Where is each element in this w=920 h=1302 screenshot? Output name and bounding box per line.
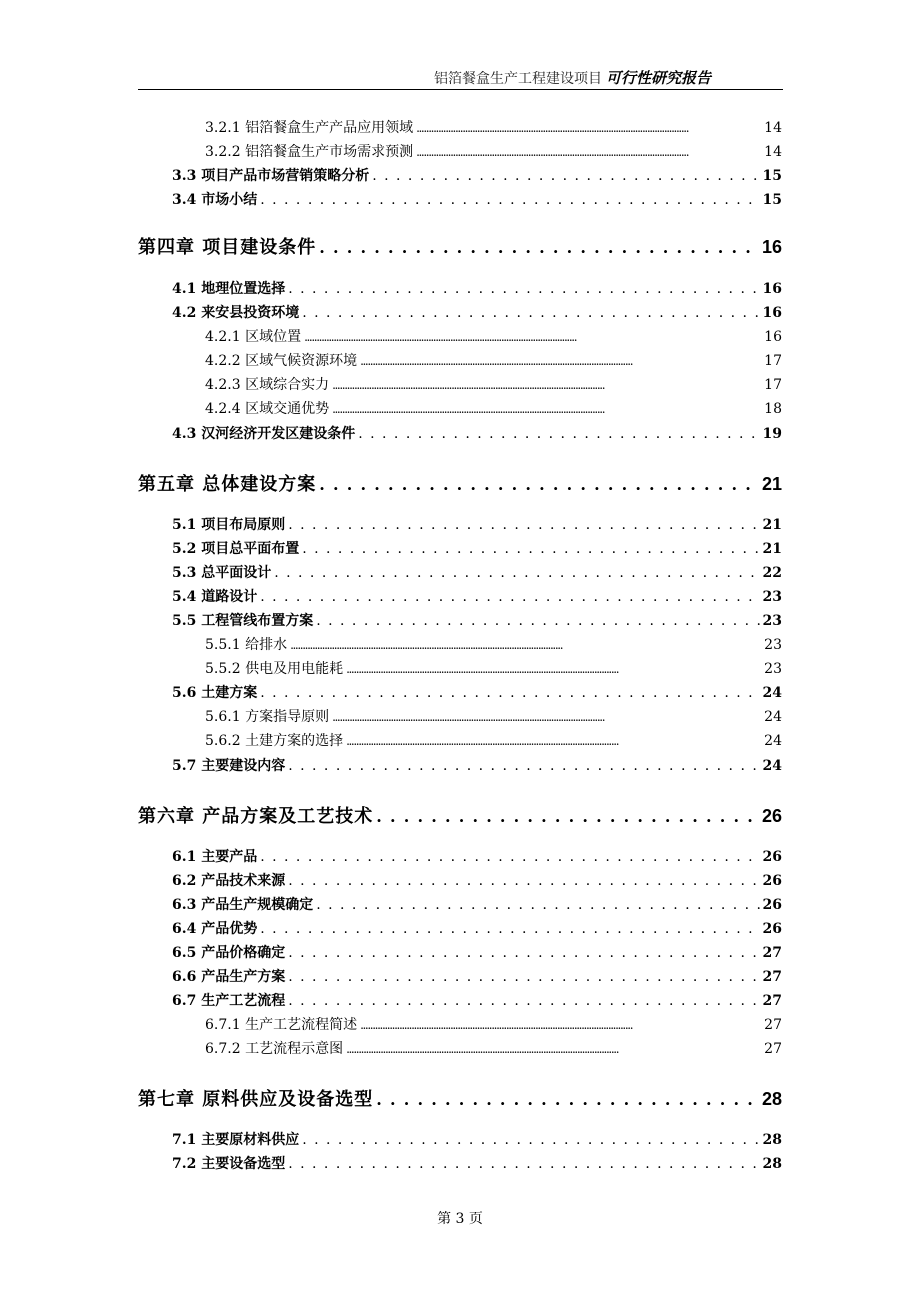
toc-subsection-entry[interactable] xyxy=(205,141,782,161)
toc-entry-page-number: 26 xyxy=(762,873,782,889)
toc-section-entry[interactable] xyxy=(172,189,782,209)
toc-entry-title: 第五章 总体建设方案 xyxy=(138,474,317,495)
toc-entry-page-number: 28 xyxy=(762,1156,782,1172)
toc-entry-page-number: 27 xyxy=(762,993,782,1009)
toc-dot-leader xyxy=(288,758,759,774)
toc-entry-title: 6.5 产品价格确定 xyxy=(172,945,286,961)
toc-entry-title: 4.2.2 区域气候资源环境 xyxy=(205,353,358,369)
toc-entry-page-number: 26 xyxy=(762,921,782,937)
page-header xyxy=(138,62,783,90)
toc-section-entry[interactable] xyxy=(172,846,782,866)
toc-dot-leader xyxy=(288,873,759,889)
toc-entry-page-number: 23 xyxy=(762,613,782,629)
toc-entry-title: 5.2 项目总平面布置 xyxy=(172,541,300,557)
toc-entry-title: 5.5.1 给排水 xyxy=(205,637,288,653)
toc-entry-title: 5.6.2 土建方案的选择 xyxy=(205,733,344,749)
toc-entry-title: 第六章 产品方案及工艺技术 xyxy=(138,806,374,827)
toc-dot-leader xyxy=(376,1090,759,1109)
toc-dot-leader xyxy=(288,969,759,985)
toc-entry-title: 5.3 总平面设计 xyxy=(172,565,272,581)
toc-entry-page-number: 21 xyxy=(762,517,782,533)
toc-dot-leader xyxy=(288,1156,759,1172)
page-number: 第 3 页 xyxy=(437,1211,483,1227)
header-report-type: 可行性研究报告 xyxy=(605,69,711,87)
toc-entry-title: 3.4 市场小结 xyxy=(172,192,258,208)
toc-entry-page-number: 14 xyxy=(764,120,782,136)
toc-entry-page-number: 28 xyxy=(762,1132,782,1148)
toc-entry-title: 4.2.1 区域位置 xyxy=(205,329,302,345)
toc-entry-page-number: 17 xyxy=(764,377,782,393)
toc-section-entry[interactable] xyxy=(172,514,782,534)
toc-dot-leader xyxy=(288,945,759,961)
toc-chapter-entry[interactable] xyxy=(138,802,782,828)
toc-entry-title: 4.3 汉河经济开发区建设条件 xyxy=(172,426,356,442)
header-divider xyxy=(138,89,783,90)
toc-subsection-entry[interactable] xyxy=(205,706,782,726)
toc-dot-leader xyxy=(304,330,761,344)
toc-entry-title: 6.7 生产工艺流程 xyxy=(172,993,286,1009)
toc-dot-leader xyxy=(288,993,759,1009)
toc-section-entry[interactable] xyxy=(172,586,782,606)
toc-entry-title: 5.5.2 供电及用电能耗 xyxy=(205,661,344,677)
toc-section-entry[interactable] xyxy=(172,870,782,890)
toc-dot-leader xyxy=(346,734,761,748)
toc-subsection-entry[interactable] xyxy=(205,730,782,750)
toc-section-entry[interactable] xyxy=(172,918,782,938)
toc-entry-page-number: 28 xyxy=(761,1089,782,1109)
toc-section-entry[interactable] xyxy=(172,423,782,443)
toc-entry-title: 5.6.1 方案指导原则 xyxy=(205,709,330,725)
toc-entry-title: 6.1 主要产品 xyxy=(172,849,258,865)
toc-entry-page-number: 18 xyxy=(764,401,782,417)
toc-entry-title: 3.2.2 铝箔餐盒生产市场需求预测 xyxy=(205,144,414,160)
toc-entry-title: 7.1 主要原材料供应 xyxy=(172,1132,300,1148)
toc-section-entry[interactable] xyxy=(172,990,782,1010)
toc-dot-leader xyxy=(416,145,761,159)
toc-section-entry[interactable] xyxy=(172,966,782,986)
toc-entry-title: 6.2 产品技术来源 xyxy=(172,873,286,889)
toc-entry-title: 4.2.4 区域交通优势 xyxy=(205,401,330,417)
toc-dot-leader xyxy=(316,613,759,629)
toc-section-entry[interactable] xyxy=(172,942,782,962)
toc-dot-leader xyxy=(260,685,759,701)
toc-dot-leader xyxy=(302,305,759,321)
toc-entry-page-number: 15 xyxy=(762,192,782,208)
toc-entry-title: 6.7.2 工艺流程示意图 xyxy=(205,1041,344,1057)
toc-dot-leader xyxy=(288,517,759,533)
toc-subsection-entry[interactable] xyxy=(205,326,782,346)
toc-section-entry[interactable] xyxy=(172,894,782,914)
toc-entry-page-number: 27 xyxy=(762,945,782,961)
toc-dot-leader xyxy=(360,1018,761,1032)
toc-subsection-entry[interactable] xyxy=(205,117,782,137)
toc-entry-page-number: 14 xyxy=(764,144,782,160)
toc-dot-leader xyxy=(260,921,759,937)
toc-dot-leader xyxy=(260,192,759,208)
toc-dot-leader xyxy=(346,662,761,676)
toc-section-entry[interactable] xyxy=(172,538,782,558)
toc-dot-leader xyxy=(360,354,761,368)
toc-entry-title: 5.6 土建方案 xyxy=(172,685,258,701)
toc-section-entry[interactable] xyxy=(172,165,782,185)
toc-dot-leader xyxy=(372,168,759,184)
toc-chapter-entry[interactable] xyxy=(138,1085,782,1111)
toc-subsection-entry[interactable] xyxy=(205,398,782,418)
toc-dot-leader xyxy=(319,238,759,257)
toc-entry-page-number: 21 xyxy=(761,474,782,494)
toc-entry-page-number: 26 xyxy=(761,806,782,826)
toc-section-entry[interactable] xyxy=(172,1153,782,1173)
toc-dot-leader xyxy=(302,541,759,557)
toc-section-entry[interactable] xyxy=(172,562,782,582)
toc-entry-page-number: 24 xyxy=(762,685,782,701)
toc-entry-page-number: 24 xyxy=(764,709,782,725)
toc-entry-title: 第七章 原料供应及设备选型 xyxy=(138,1089,374,1110)
toc-entry-title: 第四章 项目建设条件 xyxy=(138,237,317,258)
toc-entry-title: 6.4 产品优势 xyxy=(172,921,258,937)
toc-subsection-entry[interactable] xyxy=(205,1038,782,1058)
toc-entry-title: 5.4 道路设计 xyxy=(172,589,258,605)
toc-entry-page-number: 26 xyxy=(762,897,782,913)
toc-entry-title: 6.3 产品生产规模确定 xyxy=(172,897,314,913)
toc-dot-leader xyxy=(302,1132,759,1148)
toc-dot-leader xyxy=(290,638,761,652)
toc-entry-title: 5.7 主要建设内容 xyxy=(172,758,286,774)
toc-entry-title: 4.1 地理位置选择 xyxy=(172,281,286,297)
toc-entry-page-number: 16 xyxy=(762,281,782,297)
toc-dot-leader xyxy=(346,1042,761,1056)
header-title xyxy=(434,67,711,88)
toc-dot-leader xyxy=(416,121,761,135)
toc-entry-title: 6.7.1 生产工艺流程简述 xyxy=(205,1017,358,1033)
toc-entry-title: 7.2 主要设备选型 xyxy=(172,1156,286,1172)
toc-chapter-entry[interactable] xyxy=(138,470,782,496)
toc-entry-page-number: 17 xyxy=(764,353,782,369)
toc-subsection-entry[interactable] xyxy=(205,1014,782,1034)
toc-dot-leader xyxy=(260,849,759,865)
toc-chapter-entry[interactable] xyxy=(138,233,782,259)
toc-subsection-entry[interactable] xyxy=(205,658,782,678)
toc-entry-page-number: 27 xyxy=(764,1017,782,1033)
header-project-name: 铝箔餐盒生产工程建设项目 xyxy=(433,71,602,87)
toc-dot-leader xyxy=(316,897,759,913)
toc-dot-leader xyxy=(332,402,761,416)
toc-entry-title: 4.2 来安县投资环境 xyxy=(172,305,300,321)
toc-entry-title: 3.2.1 铝箔餐盒生产产品应用领域 xyxy=(205,120,414,136)
toc-dot-leader xyxy=(319,475,759,494)
toc-dot-leader xyxy=(274,565,759,581)
toc-dot-leader xyxy=(288,281,759,297)
toc-subsection-entry[interactable] xyxy=(205,374,782,394)
toc-entry-page-number: 24 xyxy=(764,733,782,749)
toc-entry-title: 6.6 产品生产方案 xyxy=(172,969,286,985)
toc-section-entry[interactable] xyxy=(172,302,782,322)
toc-entry-page-number: 24 xyxy=(762,758,782,774)
toc-entry-title: 3.3 项目产品市场营销策略分析 xyxy=(172,168,370,184)
toc-section-entry[interactable] xyxy=(172,1129,782,1149)
toc-entry-page-number: 16 xyxy=(762,305,782,321)
toc-entry-page-number: 27 xyxy=(762,969,782,985)
toc-entry-page-number: 21 xyxy=(762,541,782,557)
toc-dot-leader xyxy=(358,426,759,442)
toc-entry-page-number: 15 xyxy=(762,168,782,184)
toc-entry-page-number: 19 xyxy=(762,426,782,442)
toc-entry-page-number: 26 xyxy=(762,849,782,865)
toc-entry-page-number: 16 xyxy=(761,237,782,257)
toc-dot-leader xyxy=(332,710,761,724)
toc-entry-page-number: 22 xyxy=(762,565,782,581)
toc-entry-title: 5.5 工程管线布置方案 xyxy=(172,613,314,629)
toc-section-entry[interactable] xyxy=(172,278,782,298)
toc-dot-leader xyxy=(260,589,759,605)
toc-entry-title: 5.1 项目布局原则 xyxy=(172,517,286,533)
toc-dot-leader xyxy=(376,807,759,826)
toc-dot-leader xyxy=(332,378,761,392)
toc-entry-page-number: 16 xyxy=(764,329,782,345)
toc-entry-page-number: 23 xyxy=(764,661,782,677)
toc-section-entry[interactable] xyxy=(172,682,782,702)
toc-entry-page-number: 27 xyxy=(764,1041,782,1057)
toc-entry-page-number: 23 xyxy=(762,589,782,605)
toc-entry-title: 4.2.3 区域综合实力 xyxy=(205,377,330,393)
toc-entry-page-number: 23 xyxy=(764,637,782,653)
toc-section-entry[interactable] xyxy=(172,755,782,775)
toc-subsection-entry[interactable] xyxy=(205,634,782,654)
toc-section-entry[interactable] xyxy=(172,610,782,630)
toc-subsection-entry[interactable] xyxy=(205,350,782,370)
